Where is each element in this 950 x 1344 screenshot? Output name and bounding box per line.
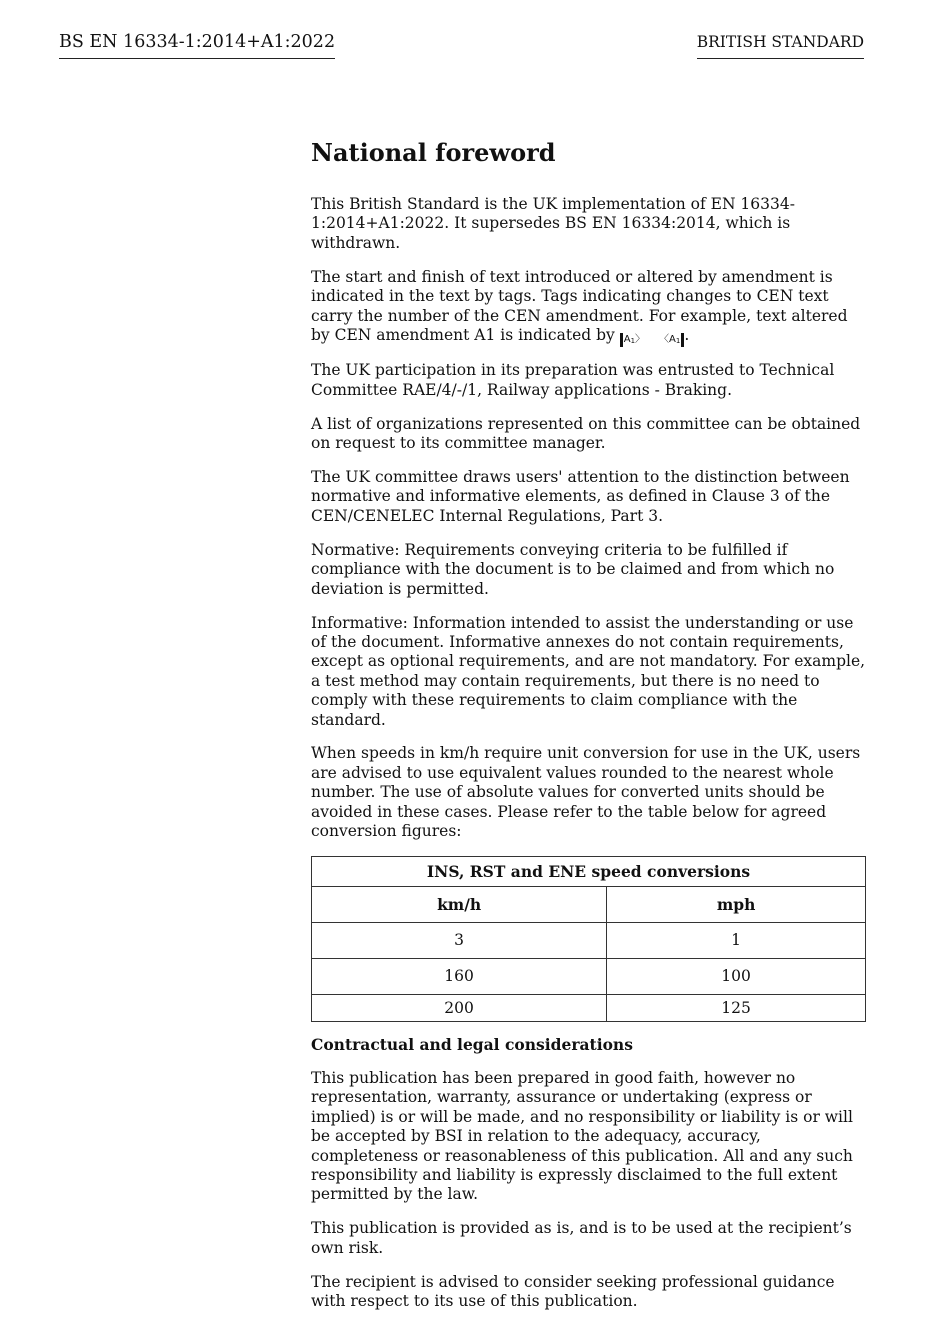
paragraph-distinction: The UK committee draws users' attention to the distinction between normative and informative elements, as defined in Clause 3 of the CEN/CENELEC Internal Regulations, Part 3. (311, 468, 850, 525)
table-row (312, 958, 866, 994)
paragraph-organizations: A list of organizations represented on this committee can be obtained on request to its committee manager. (311, 414, 861, 453)
paragraph-normative: Normative: Requirements conveying criteria to be fulfilled if compliance with the document is to be claimed and from which no deviation is permitted. (311, 540, 835, 598)
paragraph-good-faith: This publication has been prepared in good faith, however no representation, warranty, assurance or undertaking (express or implied) is or will be made, and no responsibility or liability is or will be accepted by BSI in relation to the adequacy, accuracy, completeness or reasonableness of this publication. All and any such responsibility and liability is expressly disclaimed to the full extent permitted by the law. (311, 1068, 853, 1204)
paragraph-committee: The UK participation in its preparation was entrusted to Technical Committee RAE/4/-/1, Railway applications - Braking. (311, 361, 835, 399)
table-caption: INS, RST and ENE speed conversions (312, 856, 866, 886)
table-row (312, 922, 866, 958)
table-cell-kmh: 160 (312, 958, 607, 994)
paragraph-implementation: This British Standard is the UK implementation of EN 16334-1:2014+A1:2022. It supersedes BS EN 16334:2014, which is withdrawn. (311, 195, 795, 252)
speed-conversion-table (311, 856, 866, 1022)
column-header-mph: mph (607, 886, 866, 922)
paragraph-amendment-text: The start and finish of text introduced or altered by amendment is indicated in the text by tags. Tags indicating changes to CEN text carry the number of the CEN amendment. For example, text altered by CEN amendment A1 is indicated by (311, 267, 848, 344)
page-title: National foreword (311, 138, 556, 167)
tag-number: 1 (630, 336, 636, 345)
document-id-header: BS EN 16334-1:2014+A1:2022 (59, 31, 335, 59)
legal-heading: Contractual and legal considerations (311, 1034, 633, 1054)
paragraph-own-risk: This publication is provided as is, and is to be used at the recipient’s own risk. (311, 1219, 852, 1257)
paragraph-amendment-tags: The start and finish of text introduced or altered by amendment is indicated in the text by tags. Tags indicating changes to CEN text carry the number of the CEN amendment. For example, text altered by CEN amendment A1 is indicated by $A_1〉$ $〈A_1$ . (311, 267, 848, 345)
paragraph-speed-conversion: When speeds in km/h require unit conversion for use in the UK, users are advised to use equivalent values rounded to the nearest whole number. The use of absolute values for converted units should be avoided in these cases. Please refer to the table below for agreed conversion figures: (311, 744, 861, 841)
table-cell-kmh: 3 (312, 922, 607, 958)
table-cell-mph: 125 (607, 994, 866, 1021)
amendment-end-tag-icon: $〈A_1$ (655, 333, 684, 347)
page-content (311, 138, 866, 1326)
table-cell-kmh: 200 (312, 994, 607, 1021)
tag-number: 1 (675, 336, 681, 345)
table-row (312, 994, 866, 1021)
standard-type-header: BRITISH STANDARD (697, 31, 864, 59)
table-cell-mph: 1 (607, 922, 866, 958)
column-header-kmh: km/h (312, 886, 607, 922)
tag-letter: A (623, 333, 631, 345)
paragraph-professional-guidance: The recipient is advised to consider seeking professional guidance with respect to its use of this publication. (311, 1272, 835, 1310)
table-cell-mph: 100 (607, 958, 866, 994)
paragraph-informative: Informative: Information intended to assist the understanding or use of the document. Informative annexes do not contain requirements, except as optional requirements, and are not mandatory. For example, a test method may contain requirements, but there is no need to comply with these requirements to claim compliance with the standard. (311, 613, 866, 729)
amendment-start-tag-icon: $A_1〉$ (620, 333, 649, 347)
tag-letter: A (669, 333, 676, 345)
